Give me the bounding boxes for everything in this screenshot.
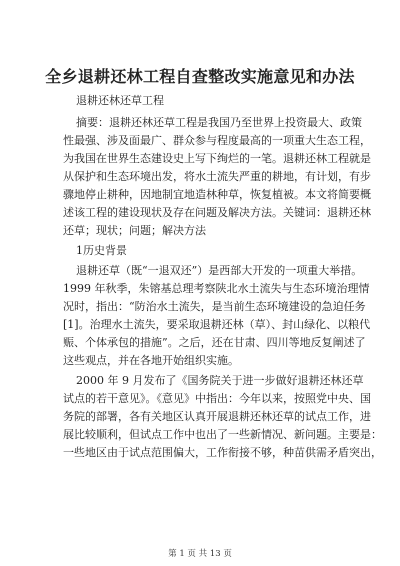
abstract-line: 摘要：退耕还林还草工程是我国乃至世界上投资最大、政策 bbox=[76, 116, 362, 129]
section-heading: 1历史背景 bbox=[76, 244, 127, 257]
paragraph-line: 况时，指出：“防治水土流失，是当前生态环境建设的急迫任务 bbox=[63, 300, 366, 313]
abstract-line: 骤地停止耕种，因地制宜地造林种草，恢复植被。本文将简要概 bbox=[63, 188, 371, 201]
page-footer: 第 1 页 共 13 页 bbox=[168, 549, 232, 559]
paragraph-line: 展比较顺利，但试点工作中也出了一些新情况、新问题。主要是： bbox=[63, 428, 382, 441]
abstract-line: 为我国在世界生态建设史上写下绚烂的一笔。退耕还林工程就是 bbox=[63, 152, 371, 165]
paragraph-policy bbox=[63, 372, 382, 462]
abstract-line: 从保护和生态环境出发，将水土流失严重的耕地，有计划，有步 bbox=[63, 170, 371, 183]
abstract-line: 述该工程的建设现状及存在问题及解决方法。关键词：退耕还林 bbox=[63, 206, 371, 219]
paragraph-line: 退耕还草（既“一退双还”）是西部大开发的一项重大举措。 bbox=[76, 264, 363, 277]
paragraph-line: [1]。治理水土流失，要采取退耕还林（草）、封山绿化、以粮代 bbox=[63, 318, 371, 331]
abstract-block bbox=[63, 114, 371, 240]
paragraph-line: 一些地区由于试点范围偏大，工作衔接不够，种苗供需矛盾突出， bbox=[63, 446, 382, 459]
paragraph-line: 2000 年 9 月发布了《国务院关于进一步做好退耕还林还草 bbox=[76, 374, 364, 387]
document-title: 全乡退耕还林工程自查整改实施意见和办法 bbox=[45, 67, 355, 86]
paragraph-line: 1999 年秋季，朱镕基总理考察陕北水土流失与生态环境治理情 bbox=[63, 282, 370, 295]
document-subtitle: 退耕还林还草工程 bbox=[76, 94, 164, 107]
paragraph-history bbox=[63, 262, 371, 370]
paragraph-line: 务院的部署，各有关地区认真开展退耕还林还草的试点工作，进 bbox=[63, 410, 371, 423]
paragraph-line: 这些观点，并在各地开始组织实施。 bbox=[63, 354, 239, 367]
paragraph-line: 赈、个体承包的措施”。之后，还在甘肃、四川等地反复阐述了 bbox=[63, 336, 366, 349]
paragraph-line: 试点的若干意见》。《意见》中指出：今年以来，按照党中央、国 bbox=[63, 392, 371, 405]
abstract-line: 还草；现状；问题；解决方法 bbox=[63, 224, 206, 237]
abstract-line: 性最强、涉及面最广、群众参与程度最高的一项重大生态工程， bbox=[63, 134, 371, 147]
